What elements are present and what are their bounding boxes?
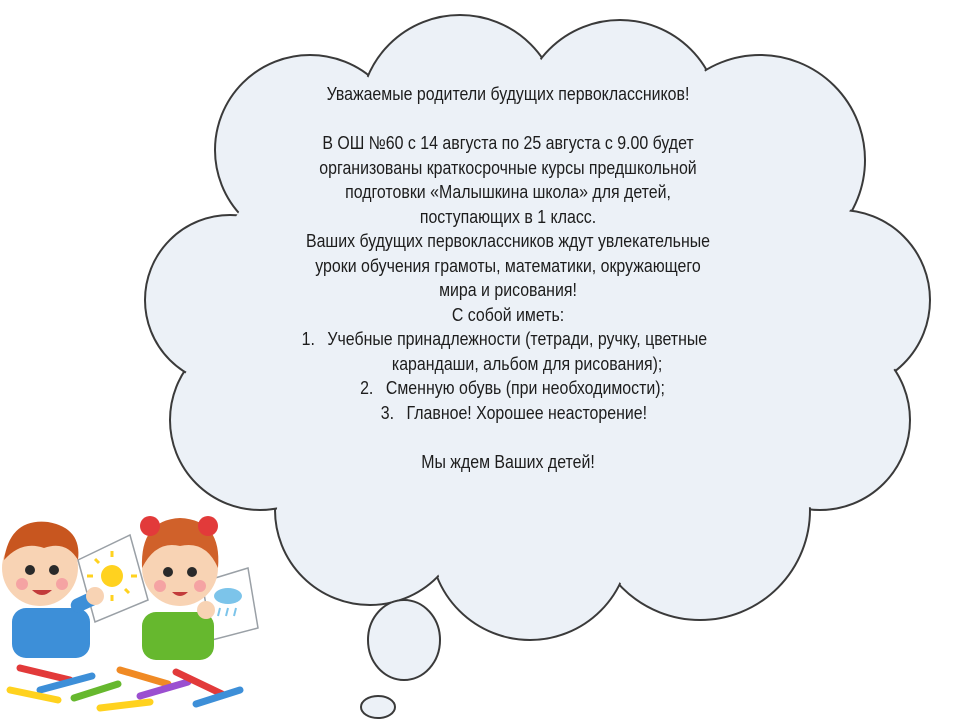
bring-heading: С собой иметь:	[451, 303, 565, 325]
thought-bubble-tiny	[361, 696, 395, 718]
list-number: 3.	[380, 401, 394, 423]
announcement-line: подготовки «Малышкина школа» для детей,	[345, 181, 671, 202]
list-item	[276, 376, 740, 401]
thought-bubble-small	[368, 600, 440, 680]
list-number: 1.	[301, 328, 315, 349]
colored-pencils	[10, 668, 240, 708]
announcement-line: поступающих в 1 класс.	[419, 205, 597, 227]
announcement-text	[276, 82, 740, 474]
list-item-text: Главное! Хорошее неасторение!	[406, 401, 648, 423]
lessons-line: Ваших будущих первоклассников ждут увлекательные	[305, 230, 711, 251]
list-item-continuation	[276, 352, 740, 377]
list-item-text: карандаши, альбом для рисования);	[391, 352, 663, 374]
list-item	[276, 327, 740, 352]
closing: Мы ждем Ваших детей!	[421, 450, 595, 472]
lessons-line: уроки обучения грамоты, математики, окружающего	[315, 254, 701, 276]
girl-with-rain-drawing	[140, 516, 258, 660]
greeting: Уважаемые родители будущих первоклассников!	[326, 83, 690, 104]
lessons-line: мира и рисования!	[439, 279, 577, 300]
boy-with-sun-drawing	[2, 522, 148, 658]
list-number: 2.	[360, 377, 374, 398]
list-item-text: Сменную обувь (при необходимости);	[385, 377, 665, 398]
announcement-line: В ОШ №60 с 14 августа по 25 августа с 9.00 будет	[322, 132, 694, 153]
list-item	[276, 401, 740, 426]
list-item-text: Учебные принадлежности (тетради, ручку, цветные	[327, 328, 708, 349]
announcement-line: организованы краткосрочные курсы предшкольной	[319, 156, 697, 178]
